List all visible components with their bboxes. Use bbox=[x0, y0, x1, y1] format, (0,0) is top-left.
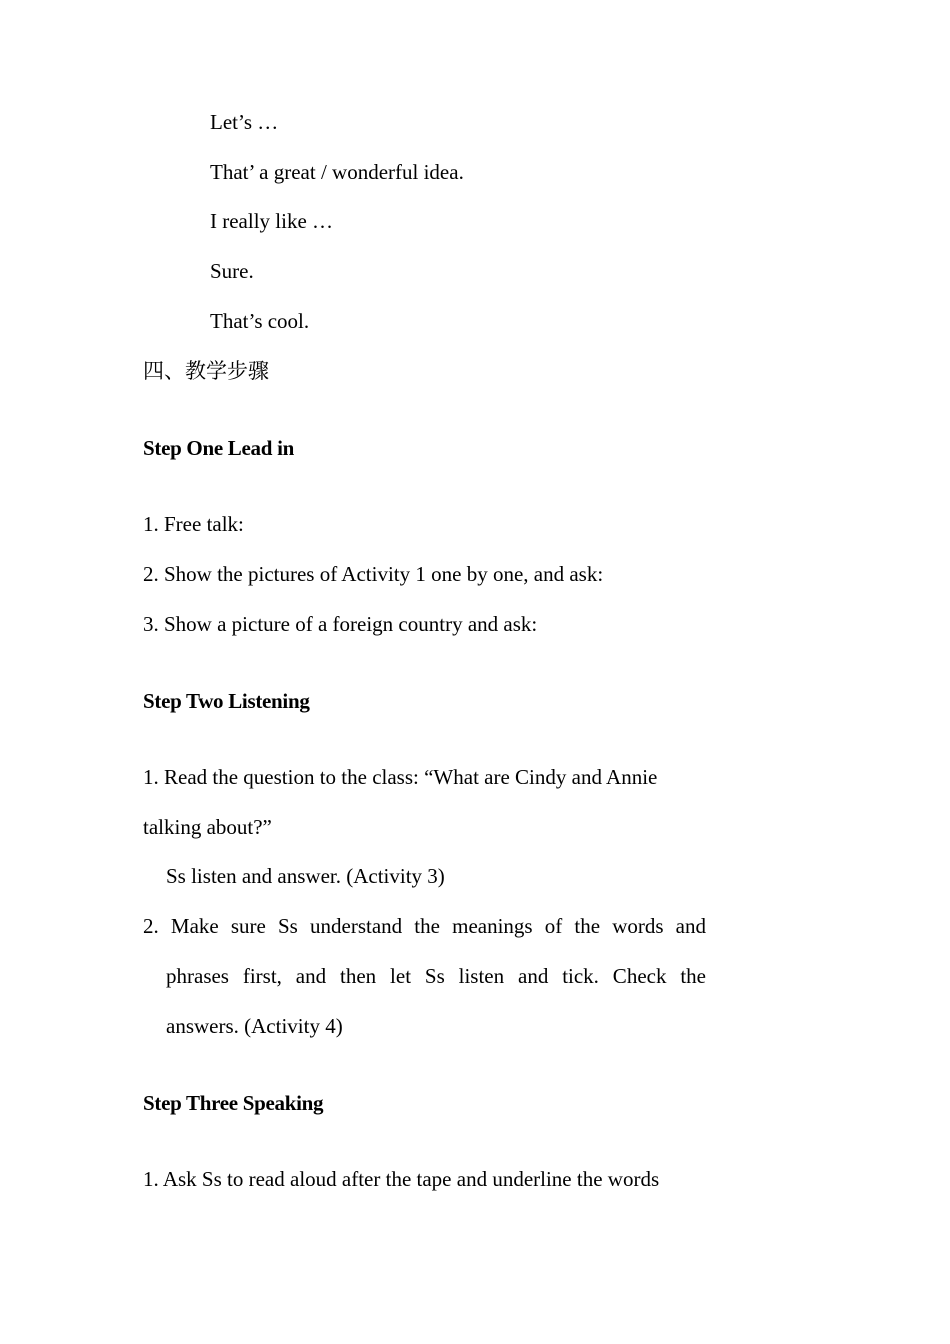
phrase-line: That’s cool. bbox=[210, 309, 310, 333]
step-three-heading: Step Three Speaking bbox=[143, 1091, 324, 1115]
phrase-line: Sure. bbox=[210, 259, 254, 283]
step-two-item-2-line: phrases first, and then let Ss listen and tick. Check the bbox=[166, 964, 706, 988]
step-three-item-1-line: 1. Ask Ss to read aloud after the tape and underline the words bbox=[143, 1167, 660, 1191]
phrase-line: Let’s … bbox=[210, 110, 279, 134]
step-two-item-1-line: Ss listen and answer. (Activity 3) bbox=[166, 864, 445, 888]
step-one-item: 1. Free talk: bbox=[143, 512, 244, 536]
step-two-item-2-line: 2. Make sure Ss understand the meanings of the words and bbox=[143, 914, 706, 938]
step-two-heading: Step Two Listening bbox=[143, 689, 310, 713]
step-one-heading: Step One Lead in bbox=[143, 436, 294, 460]
step-one-item: 3. Show a picture of a foreign country and ask: bbox=[143, 612, 538, 636]
step-two-item-1-line: 1. Read the question to the class: “What are Cindy and Annie bbox=[143, 765, 658, 789]
phrase-line: That’ a great / wonderful idea. bbox=[210, 160, 464, 184]
section-title: 四、教学步骤 bbox=[143, 359, 269, 383]
step-two-item-2-line: answers. (Activity 4) bbox=[166, 1014, 343, 1038]
step-one-item: 2. Show the pictures of Activity 1 one by one, and ask: bbox=[143, 562, 604, 586]
step-two-item-1-line: talking about?” bbox=[143, 815, 272, 839]
phrase-line: I really like … bbox=[210, 209, 334, 233]
